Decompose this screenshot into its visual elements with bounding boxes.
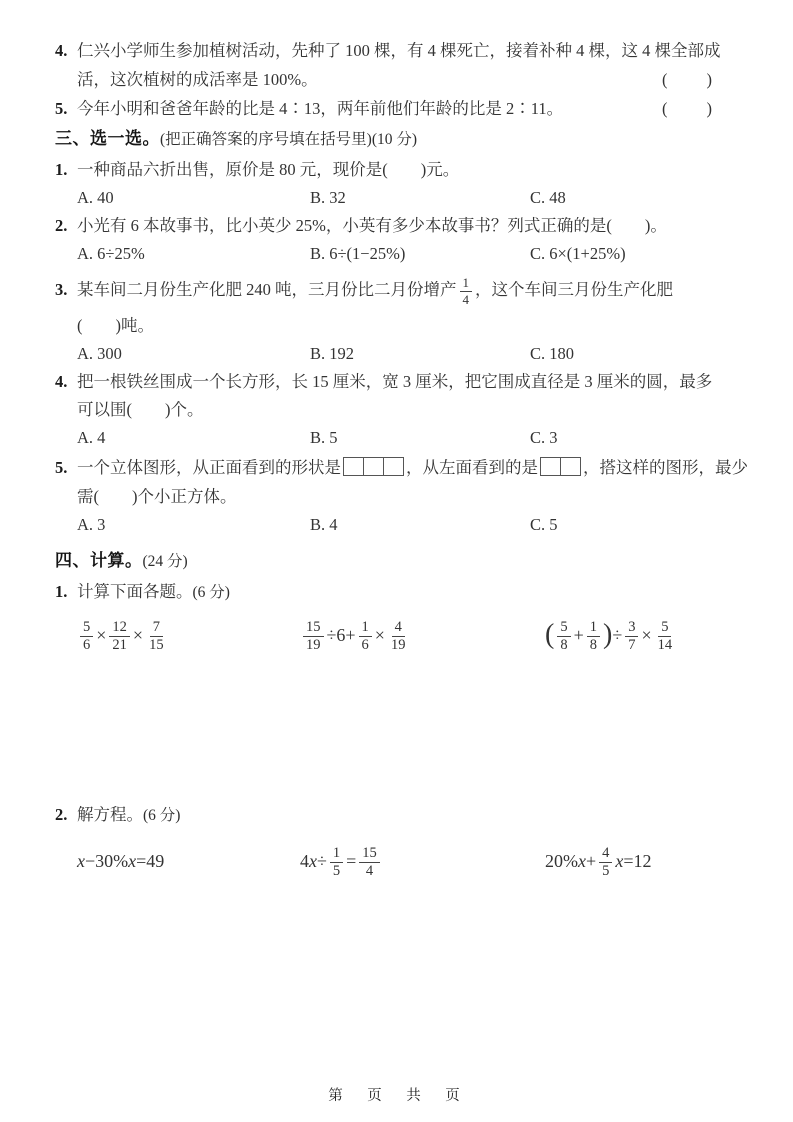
option-a: A. 40 <box>77 188 114 207</box>
question-number: 2. <box>55 216 68 235</box>
option-c: C. 48 <box>530 188 566 207</box>
equation-2: 4x÷ $\frac{1}{5}$ = $\frac{15}{4}$ <box>300 836 545 886</box>
equation-1: x−30%x=49 <box>77 851 165 871</box>
question-text: 小光有 6 本故事书，比小英少 25%，小英有多少本故事书？列式正确的是( )。 <box>77 216 667 235</box>
page-footer: 第 页 共 页 <box>328 1088 465 1104</box>
subsection-number: 1. <box>55 582 68 601</box>
judge-question-5 <box>55 94 738 123</box>
question-text: 某车间二月份生产化肥 240 吨，三月份比二月份增产 $\frac{1}{4}$ ，这个车间三月份生产化肥 <box>77 275 673 307</box>
choice-question-5-line-2 <box>55 483 738 511</box>
question-text: 需( )个小正方体。 <box>77 487 237 506</box>
question-text: 一个立体图形，从正面看到的形状是 ，从左面看到的是 ，搭这样的图形，最少 <box>77 458 748 477</box>
subsection-number: 2. <box>55 805 68 824</box>
question-stem <box>55 94 563 123</box>
calc-subsection-2-header <box>55 801 738 830</box>
option-b: B. 192 <box>310 344 355 363</box>
calc-subsection-1-header <box>55 578 738 607</box>
option-a: A. 4 <box>77 428 106 447</box>
math-expression-1: $\frac{5}{6}$ × $\frac{12}{21}$ × $\frac{7}{15}$ <box>77 611 300 659</box>
option-a: A. 300 <box>77 344 122 363</box>
question-text: ( )吨。 <box>77 316 154 335</box>
question-text: 一种商品六折出售，原价是 80 元，现价是( )元。 <box>77 160 460 179</box>
choice-question-4-options <box>55 424 738 452</box>
question-number: 4. <box>55 372 68 391</box>
choice-question-4-line-1 <box>55 368 738 396</box>
option-c: C. 5 <box>530 515 558 534</box>
choice-question-1-options <box>55 184 738 212</box>
subsection-label: 解方程。 <box>77 805 143 824</box>
choice-question-3-line-1 <box>55 268 738 312</box>
choice-question-5-line-1 <box>55 452 748 483</box>
choice-question-1 <box>55 156 738 184</box>
choice-question-3-line-2 <box>55 312 738 340</box>
option-b: B. 6÷(1−25%) <box>310 244 406 263</box>
section-3-header <box>55 123 738 156</box>
section-4-header <box>55 545 738 578</box>
answer-bracket: ( ) <box>662 70 714 89</box>
question-number: 4. <box>55 41 68 60</box>
section-points: (10 分) <box>371 131 418 148</box>
answer-bracket: ( ) <box>662 99 714 118</box>
judge-question-4-line-2 <box>55 65 738 94</box>
option-b: B. 32 <box>310 188 346 207</box>
section-points: (24 分) <box>142 553 188 570</box>
question-text: 仁兴小学师生参加植树活动，先种了 100 棵，有 4 棵死亡，接着补种 4 棵，这 4 棵全部成 <box>77 41 721 60</box>
choice-question-3-options <box>55 340 738 368</box>
question-number: 3. <box>55 280 68 299</box>
subsection-points: (6 分) <box>192 584 230 601</box>
question-number: 1. <box>55 160 68 179</box>
choice-question-5-options <box>55 511 738 539</box>
section-title: 四、计算。 <box>55 551 143 570</box>
question-text: 今年小明和爸爸年龄的比是 4∶13，两年前他们年龄的比是 2∶11。 <box>77 99 564 118</box>
option-b: B. 4 <box>310 515 338 534</box>
subsection-label: 计算下面各题。 <box>77 582 193 601</box>
option-a: A. 3 <box>77 515 106 534</box>
math-expression-3: ( $\frac{5}{8}$ + $\frac{1}{8}$ )÷ $\frac{3}{7}$ × $\frac{5}{14}$ <box>545 619 673 654</box>
choice-question-2-options <box>55 240 738 268</box>
option-a: A. 6÷25% <box>77 244 145 263</box>
equation-3: 20%x+ $\frac{4}{5}$ x=12 <box>545 845 652 880</box>
section-title: 三、选一选。 <box>55 129 160 148</box>
option-c: C. 3 <box>530 428 558 447</box>
subsection-points: (6 分) <box>143 807 181 824</box>
option-c: C. 180 <box>530 344 575 363</box>
calc-expressions-row <box>55 611 738 659</box>
question-number: 5. <box>55 458 68 477</box>
math-expression-2: $\frac{15}{19}$ ÷6+ $\frac{1}{6}$ × $\frac{4}{19}$ <box>300 611 545 659</box>
question-text: 活，这次植树的成活率是 100%。 <box>77 70 318 89</box>
choice-question-2 <box>55 212 738 240</box>
solve-equations-row <box>55 836 738 886</box>
section-instruction: (把正确答案的序号填在括号里) <box>160 131 372 148</box>
choice-question-4-line-2 <box>55 396 738 424</box>
question-number: 5. <box>55 99 68 118</box>
judge-question-4-line-1 <box>55 36 738 65</box>
option-b: B. 5 <box>310 428 338 447</box>
option-c: C. 6×(1+25%) <box>530 244 626 263</box>
question-text: 把一根铁丝围成一个长方形，长 15 厘米，宽 3 厘米，把它围成直径是 3 厘米的圆，最多 <box>77 372 713 391</box>
question-text: 可以围( )个。 <box>77 400 204 419</box>
